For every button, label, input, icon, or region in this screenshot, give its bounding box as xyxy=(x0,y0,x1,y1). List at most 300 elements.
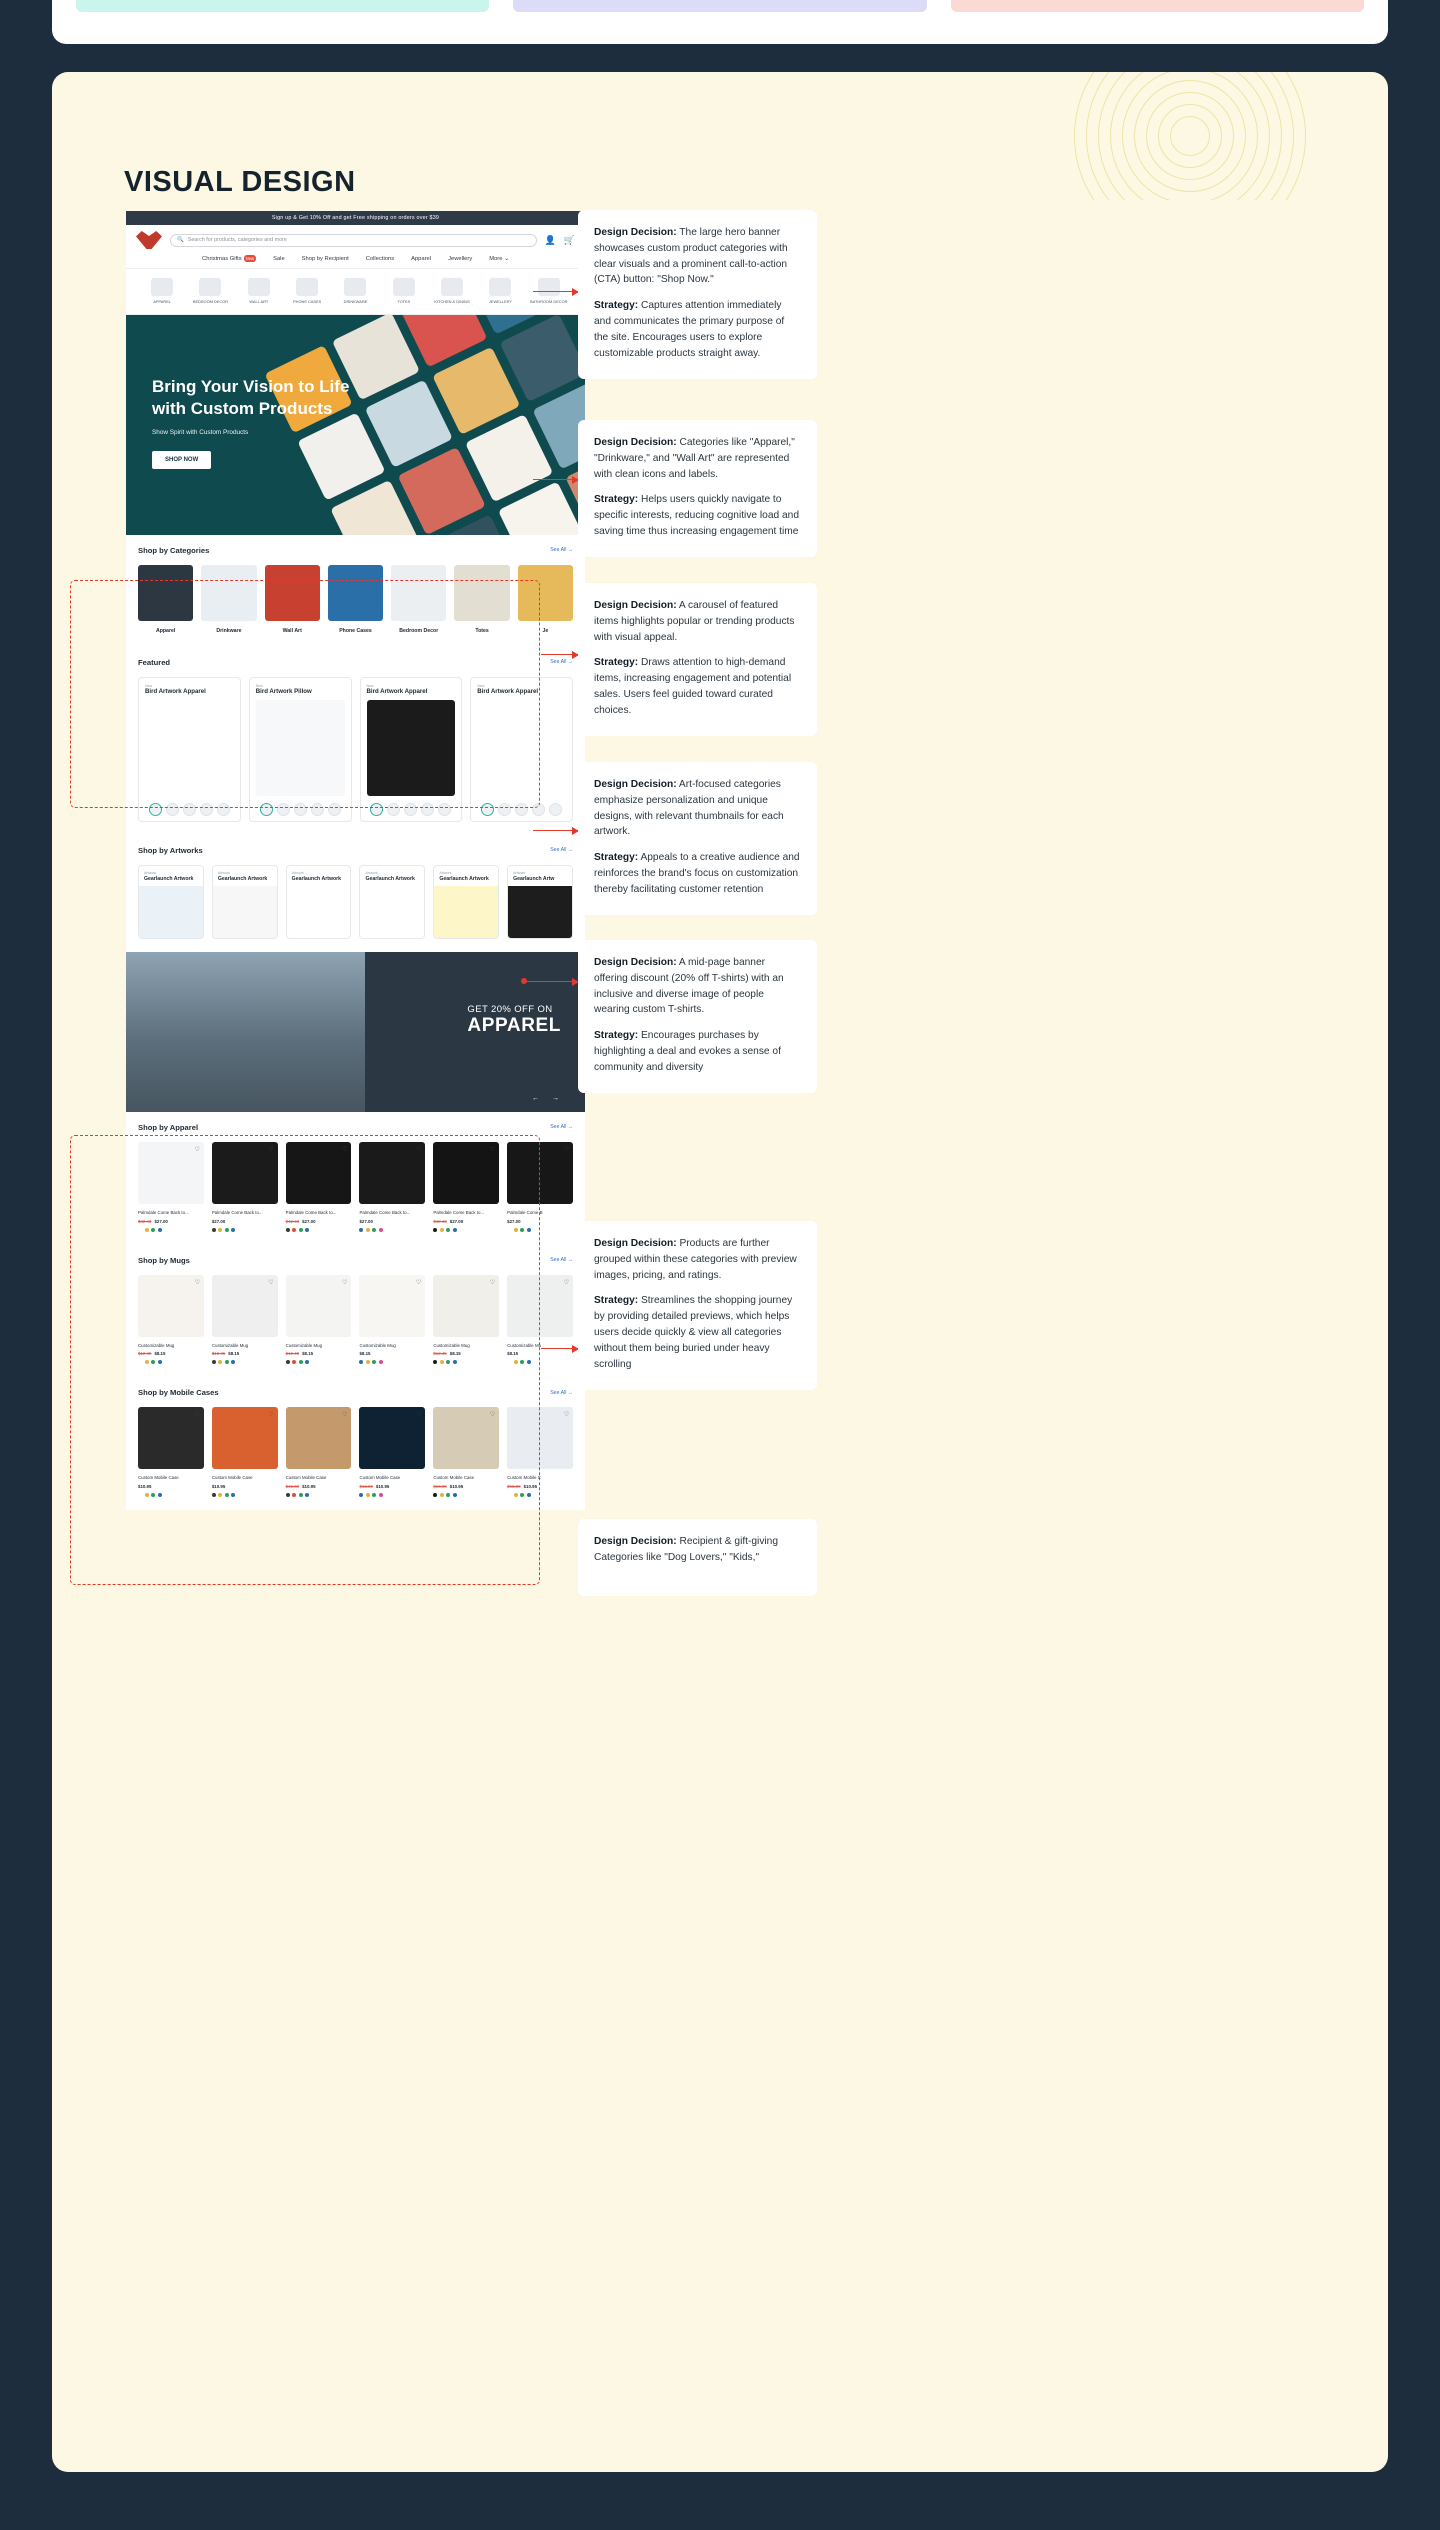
nav-item-6[interactable]: More ⌄ xyxy=(489,256,509,262)
color-dot[interactable] xyxy=(520,1360,524,1364)
color-dot-row xyxy=(507,1360,573,1364)
color-dot[interactable] xyxy=(292,1360,296,1364)
wishlist-heart-icon[interactable]: ♡ xyxy=(563,1279,569,1286)
color-dot[interactable] xyxy=(145,1228,149,1232)
website-mockup xyxy=(126,211,585,1510)
old-price: $15.00 xyxy=(507,1484,521,1490)
color-dot[interactable] xyxy=(453,1228,457,1232)
main-nav xyxy=(126,249,585,269)
prev-arrow-icon[interactable]: ← xyxy=(532,1094,539,1102)
nav-item-5[interactable]: Jewellery xyxy=(448,256,473,262)
artwork-name: Gearlaunch Artwork xyxy=(217,875,268,882)
artwork-card[interactable] xyxy=(286,865,352,939)
variant-swatch[interactable] xyxy=(183,803,196,816)
color-dot[interactable] xyxy=(372,1493,376,1497)
chip-lilac xyxy=(513,0,926,12)
featured-card[interactable] xyxy=(470,677,573,822)
artwork-name: Gearlaunch Artw xyxy=(513,875,555,882)
variant-swatch[interactable] xyxy=(166,803,179,816)
color-dot[interactable] xyxy=(379,1228,383,1232)
product-card[interactable] xyxy=(507,1275,573,1365)
artwork-name: Gearlaunch Artwork xyxy=(144,875,194,882)
category-glyph-icon xyxy=(393,278,415,296)
product-card[interactable] xyxy=(286,1275,352,1365)
product-card[interactable] xyxy=(138,1142,204,1232)
color-dot[interactable] xyxy=(527,1360,531,1364)
current-price: $10.95 xyxy=(302,1484,316,1490)
color-dot[interactable] xyxy=(527,1228,531,1232)
color-dot[interactable] xyxy=(299,1228,303,1232)
product-price xyxy=(359,1484,425,1489)
color-dot-row xyxy=(212,1360,278,1364)
color-dot[interactable] xyxy=(286,1493,290,1497)
color-dot[interactable] xyxy=(379,1360,383,1364)
wishlist-heart-icon[interactable]: ♡ xyxy=(415,1279,422,1286)
variant-swatch[interactable] xyxy=(277,803,290,816)
color-dot[interactable] xyxy=(286,1228,290,1232)
nav-item-2[interactable]: Shop by Recipient xyxy=(301,256,349,262)
variant-swatch[interactable] xyxy=(217,803,230,816)
shop-now-button[interactable]: SHOP NOW xyxy=(152,451,211,469)
color-dot[interactable] xyxy=(138,1360,142,1364)
note-decision-label: Design Decision: xyxy=(594,1536,677,1547)
category-image xyxy=(201,565,256,621)
current-price: $8.15 xyxy=(507,1351,519,1357)
category-icon-5[interactable] xyxy=(384,278,424,305)
category-icon-1[interactable] xyxy=(190,278,230,305)
current-price: $27.00 xyxy=(302,1218,316,1224)
section-apparel xyxy=(126,1112,585,1245)
nav-item-4[interactable]: Apparel xyxy=(411,256,432,262)
color-dot[interactable] xyxy=(440,1228,444,1232)
category-glyph-icon xyxy=(344,278,366,296)
featured-eyebrow: New xyxy=(145,683,153,688)
wishlist-heart-icon[interactable]: ♡ xyxy=(194,1279,200,1286)
note-decision-label: Design Decision: xyxy=(594,1238,677,1249)
color-dot[interactable] xyxy=(212,1493,216,1497)
category-icon-label: TOTES xyxy=(397,299,411,305)
product-name: Palmdale Come Back to... xyxy=(433,1209,485,1215)
color-dot[interactable] xyxy=(225,1493,229,1497)
color-dot[interactable] xyxy=(231,1228,235,1232)
color-dot[interactable] xyxy=(138,1493,142,1497)
wishlist-heart-icon[interactable]: ♡ xyxy=(194,1146,200,1153)
wishlist-heart-icon[interactable]: ♡ xyxy=(489,1412,496,1419)
color-dot[interactable] xyxy=(225,1228,229,1232)
featured-name: Bird Artwork Apparel xyxy=(477,687,539,695)
category-glyph-icon xyxy=(248,278,270,296)
category-card[interactable] xyxy=(138,565,193,634)
promo-banner xyxy=(126,952,585,1112)
category-image xyxy=(328,565,383,621)
color-dot[interactable] xyxy=(446,1228,450,1232)
color-dot[interactable] xyxy=(305,1360,309,1364)
color-dot[interactable] xyxy=(379,1493,383,1497)
old-price: $15.00 xyxy=(359,1484,373,1490)
featured-eyebrow: New xyxy=(366,683,374,688)
color-dot[interactable] xyxy=(305,1493,309,1497)
product-name: Customizable Mug xyxy=(285,1342,323,1348)
color-dot[interactable] xyxy=(507,1228,511,1232)
color-dot[interactable] xyxy=(359,1493,363,1497)
color-dot[interactable] xyxy=(145,1360,149,1364)
artwork-card[interactable] xyxy=(507,865,573,939)
category-name: Wall Art xyxy=(282,627,302,634)
section-title: Shop by Categories xyxy=(138,545,210,555)
category-glyph-icon xyxy=(199,278,221,296)
note-card-4 xyxy=(578,762,817,915)
hero-headline-1: Bring Your Vision to Life xyxy=(152,376,350,396)
category-icon-3[interactable] xyxy=(287,278,327,305)
note-strategy-label: Strategy: xyxy=(594,657,639,669)
artwork-name: Gearlaunch Artwork xyxy=(439,875,489,882)
color-dot[interactable] xyxy=(446,1493,450,1497)
page-title: VISUAL DESIGN xyxy=(124,166,356,198)
wishlist-heart-icon[interactable]: ♡ xyxy=(268,1279,274,1286)
color-dot[interactable] xyxy=(520,1493,524,1497)
note-decision: Design Decision: The large hero banner showcases custom product categories with clear visuals and a prominent call-to-action (CTA) button: "Shop Now." xyxy=(594,227,788,286)
color-dot[interactable] xyxy=(218,1228,222,1232)
note-strategy-label: Strategy: xyxy=(594,300,639,312)
swatch-row xyxy=(145,803,234,816)
product-card[interactable] xyxy=(359,1275,425,1365)
category-name: Bedroom Decor xyxy=(399,627,439,634)
note-strategy: Strategy: Appeals to a creative audience and reinforces the brand's focus on customization thereby facilitating customer retention xyxy=(594,852,800,895)
product-card[interactable] xyxy=(507,1142,573,1232)
top-chip-row xyxy=(52,0,1388,12)
color-dot[interactable] xyxy=(520,1228,524,1232)
connector-6 xyxy=(541,1348,578,1349)
variant-swatch[interactable] xyxy=(532,803,545,816)
category-icon-4[interactable] xyxy=(335,278,375,305)
next-arrow-icon[interactable]: → xyxy=(552,1094,559,1102)
color-dot[interactable] xyxy=(514,1360,518,1364)
category-card[interactable] xyxy=(454,565,509,634)
color-dot[interactable] xyxy=(453,1493,457,1497)
note-card-3 xyxy=(578,583,817,736)
variant-swatch[interactable] xyxy=(311,803,324,816)
see-all-link[interactable]: See All → xyxy=(550,659,573,666)
search-icon: 🔍 xyxy=(177,237,184,243)
color-dot[interactable] xyxy=(231,1493,235,1497)
category-card[interactable] xyxy=(328,565,383,634)
wishlist-heart-icon[interactable]: ♡ xyxy=(342,1412,348,1419)
wishlist-heart-icon[interactable]: ♡ xyxy=(563,1146,569,1153)
color-dot[interactable] xyxy=(151,1228,155,1232)
product-card[interactable] xyxy=(359,1407,425,1497)
color-dot[interactable] xyxy=(433,1228,437,1232)
variant-swatch[interactable] xyxy=(404,803,417,816)
current-price: $27.00 xyxy=(211,1218,226,1224)
featured-card[interactable] xyxy=(138,677,241,822)
category-icon-label: KITCHEN & DINING xyxy=(434,299,470,305)
artwork-image xyxy=(508,886,572,938)
current-price: $8.15 xyxy=(359,1351,371,1357)
category-icon-7[interactable] xyxy=(480,278,520,305)
note-strategy: Strategy: Draws attention to high-demand items, increasing engagement and potential sales. Users feel guided toward curated choices. xyxy=(594,657,792,716)
color-dot[interactable] xyxy=(218,1493,222,1497)
current-price: $10.95 xyxy=(138,1484,152,1490)
chip-teal xyxy=(76,0,489,12)
current-price: $27.00 xyxy=(507,1218,521,1224)
color-dot[interactable] xyxy=(359,1228,363,1232)
color-dot[interactable] xyxy=(151,1493,155,1497)
color-dot[interactable] xyxy=(440,1360,444,1364)
section-title: Shop by Artworks xyxy=(138,845,203,855)
color-dot[interactable] xyxy=(366,1360,370,1364)
wishlist-heart-icon[interactable]: ♡ xyxy=(563,1412,569,1419)
color-dot[interactable] xyxy=(299,1493,303,1497)
color-dot-row xyxy=(286,1360,352,1364)
connector-2 xyxy=(533,479,578,480)
product-price xyxy=(212,1351,278,1356)
product-name: Customizable Mug xyxy=(138,1342,175,1348)
variant-swatch[interactable] xyxy=(200,803,213,816)
featured-eyebrow: New xyxy=(477,683,485,688)
cart-icon[interactable]: 🛒 xyxy=(563,234,575,245)
category-icon-6[interactable] xyxy=(432,278,472,305)
note-card-2 xyxy=(578,420,817,557)
color-dot[interactable] xyxy=(527,1493,531,1497)
color-dot[interactable] xyxy=(366,1493,370,1497)
color-dot-row xyxy=(359,1360,425,1364)
search-input[interactable] xyxy=(170,234,537,247)
see-all-link[interactable]: See All → xyxy=(550,1389,573,1396)
wishlist-heart-icon[interactable]: ♡ xyxy=(489,1279,496,1286)
artwork-card[interactable] xyxy=(433,865,499,939)
variant-swatch[interactable] xyxy=(498,803,511,816)
color-dot-row xyxy=(286,1493,352,1497)
product-name: Custom Mobile Case xyxy=(285,1475,327,1481)
variant-swatch[interactable] xyxy=(387,803,400,816)
color-dot[interactable] xyxy=(225,1360,229,1364)
color-dot[interactable] xyxy=(440,1493,444,1497)
color-dot[interactable] xyxy=(212,1360,216,1364)
color-dot[interactable] xyxy=(292,1228,296,1232)
product-card[interactable] xyxy=(138,1407,204,1497)
artwork-eyebrow: Artwork xyxy=(439,870,452,875)
variant-swatch[interactable] xyxy=(294,803,307,816)
product-name: Custom Mobile Case xyxy=(359,1475,401,1481)
category-card[interactable] xyxy=(201,565,256,634)
color-dot[interactable] xyxy=(433,1493,437,1497)
wishlist-heart-icon[interactable]: ♡ xyxy=(415,1146,422,1153)
product-card[interactable] xyxy=(138,1275,204,1365)
section-header xyxy=(138,546,573,555)
artwork-card[interactable] xyxy=(138,865,204,939)
old-price: $12.45 xyxy=(138,1351,152,1357)
featured-card[interactable] xyxy=(360,677,463,822)
product-card[interactable] xyxy=(359,1142,425,1232)
category-icon-label: BEDROOM DECOR xyxy=(192,299,229,305)
color-dot[interactable] xyxy=(286,1360,290,1364)
category-card[interactable] xyxy=(391,565,446,634)
color-dot[interactable] xyxy=(212,1228,216,1232)
category-name: Apparel xyxy=(155,627,176,634)
nav-item-3[interactable]: Collections xyxy=(365,256,395,262)
note-card-7 xyxy=(578,1519,817,1596)
product-name: Custom Mobile Case xyxy=(138,1475,179,1481)
category-card[interactable] xyxy=(518,565,573,634)
color-dot[interactable] xyxy=(231,1360,235,1364)
product-card[interactable] xyxy=(286,1407,352,1497)
color-dot[interactable] xyxy=(158,1228,162,1232)
nav-item-0[interactable]: Christmas Gifts New xyxy=(202,256,255,263)
variant-swatch[interactable] xyxy=(438,803,451,816)
site-header xyxy=(126,225,585,249)
color-dot[interactable] xyxy=(366,1228,370,1232)
note-strategy-label: Strategy: xyxy=(594,1030,639,1042)
color-dot[interactable] xyxy=(145,1493,149,1497)
product-card[interactable] xyxy=(212,1407,278,1497)
product-name: Custom Mobile Case xyxy=(211,1475,253,1481)
product-name: Customizable Mug xyxy=(359,1342,396,1348)
product-card[interactable] xyxy=(212,1142,278,1232)
color-dot[interactable] xyxy=(514,1228,518,1232)
variant-swatch[interactable] xyxy=(549,803,562,816)
featured-name: Bird Artwork Apparel xyxy=(366,687,428,695)
artwork-card[interactable] xyxy=(212,865,278,939)
variant-swatch[interactable] xyxy=(481,803,494,816)
color-dot-row xyxy=(212,1493,278,1497)
product-card[interactable] xyxy=(507,1407,573,1497)
artwork-eyebrow: Artwork xyxy=(513,870,526,875)
note-decision: Design Decision: A mid-page banner offering discount (20% off T-shirts) with an inclusive and diverse image of people wearing custom T-shirts. xyxy=(594,957,784,1016)
product-card[interactable] xyxy=(433,1407,499,1497)
color-dot[interactable] xyxy=(151,1360,155,1364)
section-header xyxy=(138,1256,573,1265)
hero-banner xyxy=(126,315,585,535)
artwork-eyebrow: Artwork xyxy=(291,870,304,875)
featured-image xyxy=(367,700,456,796)
note-decision: Design Decision: Art-focused categories emphasize personalization and unique designs, with relevant thumbnails for each artwork. xyxy=(594,779,784,838)
promo-line2: APPAREL xyxy=(467,1014,561,1036)
product-price xyxy=(359,1219,425,1224)
old-price: $12.45 xyxy=(211,1351,226,1357)
note-card-1 xyxy=(578,210,817,379)
see-all-link[interactable]: See All → xyxy=(550,847,573,854)
color-dot[interactable] xyxy=(292,1493,296,1497)
wishlist-heart-icon[interactable]: ♡ xyxy=(268,1146,274,1153)
nav-badge: New xyxy=(245,256,255,261)
account-icon[interactable]: 👤 xyxy=(544,234,556,245)
color-dot[interactable] xyxy=(433,1360,437,1364)
category-image xyxy=(518,565,573,621)
section-categories xyxy=(126,535,585,647)
color-dot[interactable] xyxy=(138,1228,142,1232)
product-card[interactable] xyxy=(433,1275,499,1365)
current-price: $8.15 xyxy=(302,1351,314,1357)
current-price: $10.95 xyxy=(375,1484,390,1490)
hero-headline-2: with Custom Products xyxy=(152,399,333,418)
color-dot[interactable] xyxy=(305,1228,309,1232)
variant-swatch[interactable] xyxy=(149,803,162,816)
color-dot[interactable] xyxy=(218,1360,222,1364)
color-dot[interactable] xyxy=(158,1360,162,1364)
category-image xyxy=(138,565,193,621)
variant-swatch[interactable] xyxy=(260,803,273,816)
wishlist-heart-icon[interactable]: ♡ xyxy=(194,1412,200,1419)
color-dot[interactable] xyxy=(453,1360,457,1364)
color-dot[interactable] xyxy=(158,1493,162,1497)
category-image xyxy=(265,565,320,621)
note-strategy: Strategy: Encourages purchases by highlighting a deal and evokes a sense of community and diversity xyxy=(594,1030,781,1073)
category-icon-label: APPAREL xyxy=(153,299,171,305)
artwork-card[interactable] xyxy=(359,865,425,939)
wishlist-heart-icon[interactable]: ♡ xyxy=(415,1412,422,1419)
wishlist-heart-icon[interactable]: ♡ xyxy=(268,1412,274,1419)
color-dot[interactable] xyxy=(507,1493,511,1497)
current-price: $8.15 xyxy=(154,1351,166,1357)
product-name: Palmdale Come Back to... xyxy=(211,1209,263,1215)
variant-swatch[interactable] xyxy=(370,803,383,816)
note-strategy: Strategy: Streamlines the shopping journey by providing detailed previews, which helps users decide quickly & view all categories without them being buried under heavy scrolling xyxy=(594,1295,793,1370)
section-mugs xyxy=(126,1245,585,1378)
variant-swatch[interactable] xyxy=(328,803,341,816)
see-all-link[interactable]: See All → xyxy=(550,547,573,554)
current-price: $8.15 xyxy=(449,1351,461,1357)
connector-5-dot xyxy=(521,978,527,984)
artwork-eyebrow: Artwork xyxy=(144,870,157,875)
color-dot-row xyxy=(138,1228,204,1232)
note-strategy-label: Strategy: xyxy=(594,494,639,506)
color-dot-row xyxy=(507,1493,573,1497)
product-price xyxy=(138,1351,204,1356)
color-dot-row xyxy=(212,1228,278,1232)
variant-swatch[interactable] xyxy=(421,803,434,816)
wishlist-heart-icon[interactable]: ♡ xyxy=(342,1146,348,1153)
featured-image xyxy=(256,700,345,796)
category-icon-2[interactable] xyxy=(239,278,279,305)
artwork-eyebrow: Artwork xyxy=(217,870,231,875)
category-row xyxy=(138,565,573,634)
color-dot[interactable] xyxy=(372,1360,376,1364)
nav-item-1[interactable]: Sale xyxy=(273,256,285,262)
color-dot[interactable] xyxy=(446,1360,450,1364)
category-icon-label: WALL ART xyxy=(249,299,269,305)
color-dot-row xyxy=(359,1493,425,1497)
featured-card[interactable] xyxy=(249,677,352,822)
wishlist-heart-icon[interactable]: ♡ xyxy=(342,1279,348,1286)
see-all-link[interactable]: See All → xyxy=(550,1124,573,1131)
variant-swatch[interactable] xyxy=(515,803,528,816)
color-dot[interactable] xyxy=(514,1493,518,1497)
product-card[interactable] xyxy=(212,1275,278,1365)
current-price: $10.95 xyxy=(211,1484,226,1490)
color-dot[interactable] xyxy=(507,1360,511,1364)
category-glyph-icon xyxy=(296,278,318,296)
color-dot[interactable] xyxy=(359,1360,363,1364)
category-icon-strip xyxy=(126,269,585,315)
product-card[interactable] xyxy=(286,1142,352,1232)
brand-logo-icon[interactable] xyxy=(136,231,162,249)
swatch-row xyxy=(367,803,456,816)
color-dot[interactable] xyxy=(299,1360,303,1364)
current-price: $8.15 xyxy=(228,1351,240,1357)
section-title: Shop by Mugs xyxy=(138,1255,190,1265)
wishlist-heart-icon[interactable]: ♡ xyxy=(489,1146,496,1153)
product-card[interactable] xyxy=(433,1142,499,1232)
see-all-link[interactable]: See All → xyxy=(550,1257,573,1264)
featured-eyebrow: New xyxy=(255,683,263,688)
category-image xyxy=(391,565,446,621)
color-dot[interactable] xyxy=(372,1228,376,1232)
product-name: Palmdale Come Back to... xyxy=(138,1209,189,1215)
category-icon-0[interactable] xyxy=(142,278,182,305)
category-card[interactable] xyxy=(265,565,320,634)
current-price: $27.00 xyxy=(449,1218,464,1224)
category-image xyxy=(454,565,509,621)
